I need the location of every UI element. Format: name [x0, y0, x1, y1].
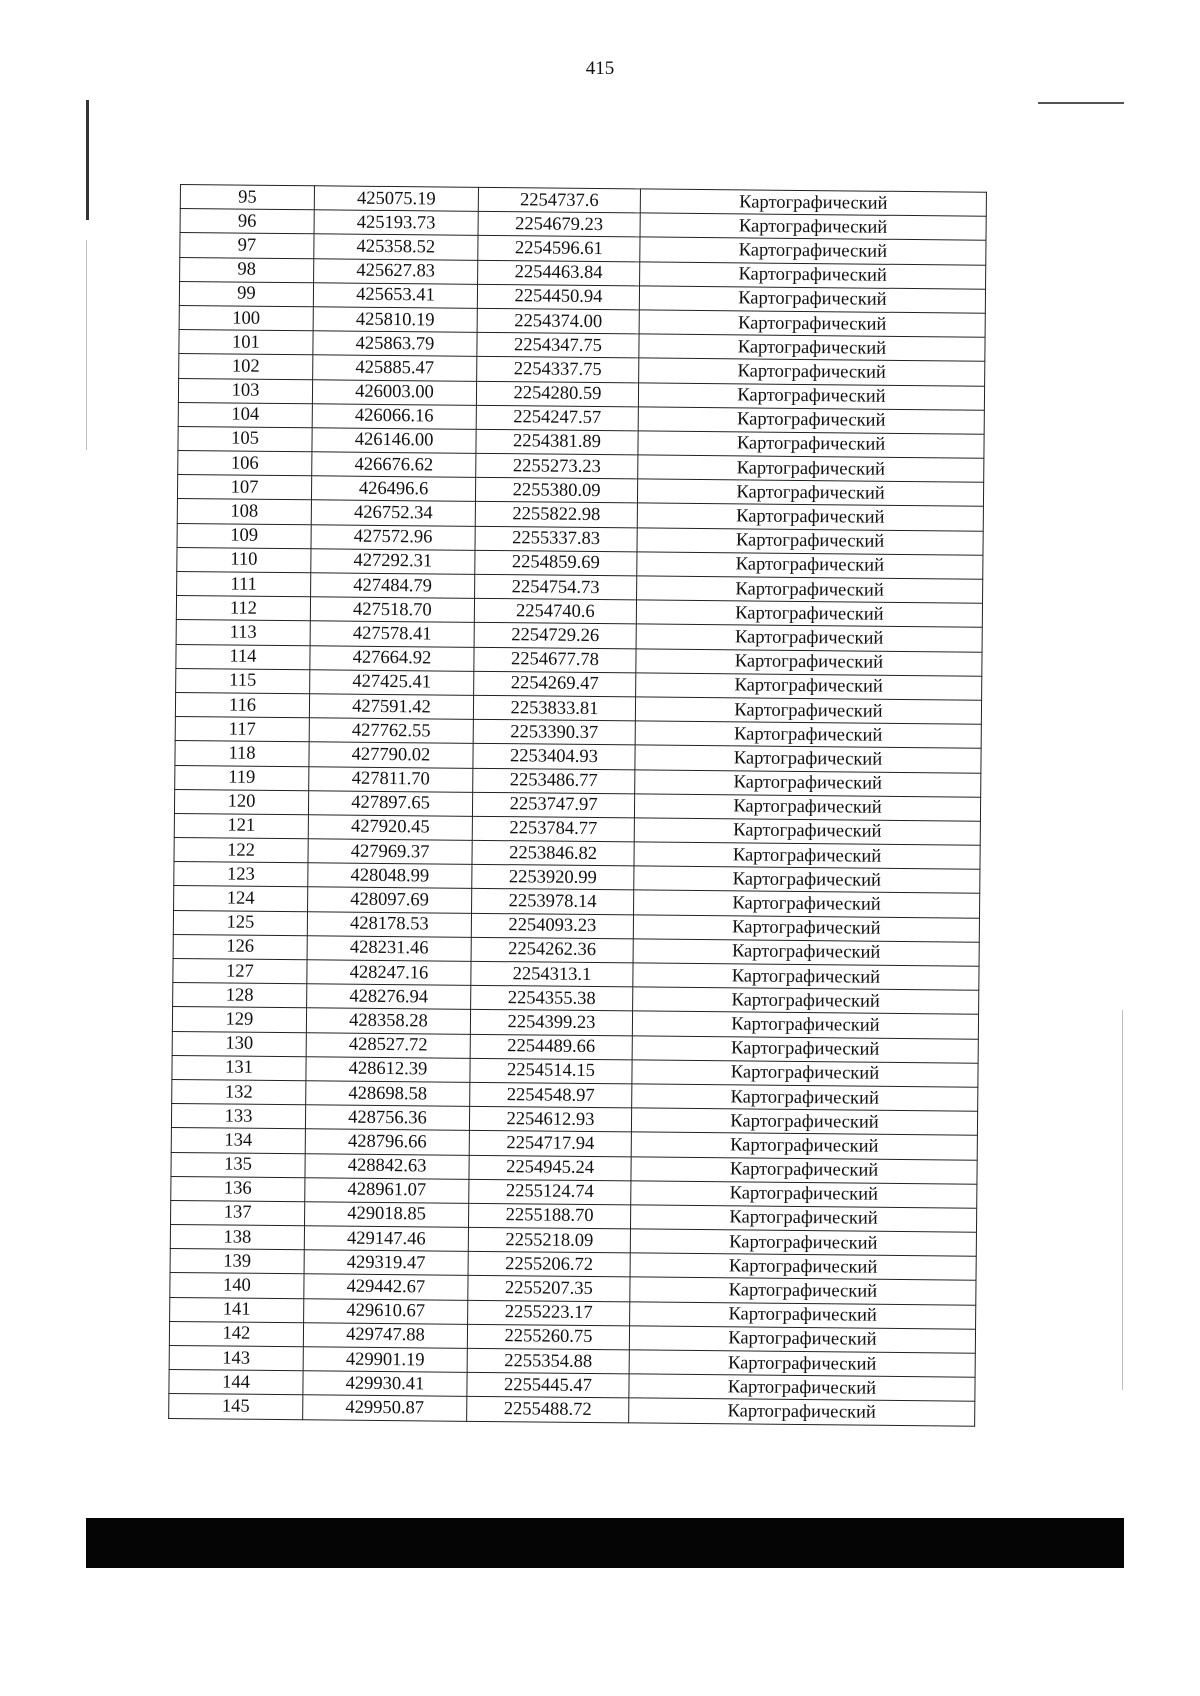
point-number-cell: 110: [177, 547, 311, 572]
method-cell: Картографический: [640, 189, 986, 217]
x-coordinate-cell: 425653.41: [313, 283, 477, 309]
x-coordinate-cell: 426003.00: [312, 379, 476, 405]
y-coordinate-cell: 2255188.70: [468, 1203, 630, 1229]
point-number-cell: 134: [171, 1128, 305, 1153]
y-coordinate-cell: 2254945.24: [469, 1155, 631, 1181]
point-number-cell: 145: [169, 1394, 303, 1419]
point-number-cell: 99: [179, 281, 313, 306]
y-coordinate-cell: 2253920.99: [472, 865, 634, 891]
method-cell: Картографический: [631, 1156, 977, 1184]
method-cell: Картографический: [634, 842, 980, 870]
method-cell: Картографический: [634, 890, 980, 918]
point-number-cell: 117: [175, 717, 309, 742]
x-coordinate-cell: 427811.70: [309, 766, 473, 792]
point-number-cell: 116: [175, 692, 309, 717]
x-coordinate-cell: 426146.00: [312, 428, 476, 454]
x-coordinate-cell: 429319.47: [304, 1250, 468, 1276]
y-coordinate-cell: 2254347.75: [477, 332, 639, 358]
point-number-cell: 108: [177, 499, 311, 524]
method-cell: Картографический: [629, 1326, 975, 1354]
scan-artifact-left-faint-line: [86, 240, 87, 450]
method-cell: Картографический: [632, 1060, 978, 1088]
y-coordinate-cell: 2254612.93: [469, 1106, 631, 1132]
x-coordinate-cell: 428231.46: [307, 936, 471, 962]
scan-artifact-left-line: [86, 100, 89, 220]
point-number-cell: 119: [175, 765, 309, 790]
x-coordinate-cell: 427572.96: [311, 524, 475, 550]
point-number-cell: 111: [177, 571, 311, 596]
scan-artifact-top-right-line: [1038, 102, 1124, 104]
method-cell: Картографический: [633, 915, 979, 943]
point-number-cell: 106: [178, 451, 312, 476]
y-coordinate-cell: 2255337.83: [475, 526, 637, 552]
point-number-cell: 97: [180, 233, 314, 258]
coordinates-table-body: [169, 185, 987, 1426]
x-coordinate-cell: 428097.69: [308, 887, 472, 913]
x-coordinate-cell: 425885.47: [313, 355, 477, 381]
x-coordinate-cell: 427518.70: [310, 597, 474, 623]
method-cell: Картографический: [631, 1181, 977, 1209]
x-coordinate-cell: 429930.41: [303, 1371, 467, 1397]
method-cell: Картографический: [637, 552, 983, 580]
point-number-cell: 101: [179, 330, 313, 355]
method-cell: Картографический: [636, 600, 982, 628]
x-coordinate-cell: 429747.88: [303, 1323, 467, 1349]
x-coordinate-cell: 427897.65: [308, 790, 472, 816]
y-coordinate-cell: 2254247.57: [476, 405, 638, 431]
point-number-cell: 109: [177, 523, 311, 548]
x-coordinate-cell: 428842.63: [305, 1153, 469, 1179]
method-cell: Картографический: [631, 1108, 977, 1136]
y-coordinate-cell: 2254548.97: [470, 1082, 632, 1108]
x-coordinate-cell: 428796.66: [305, 1129, 469, 1155]
point-number-cell: 124: [174, 886, 308, 911]
x-coordinate-cell: 425810.19: [313, 307, 477, 333]
method-cell: Картографический: [639, 310, 985, 338]
x-coordinate-cell: 429147.46: [304, 1226, 468, 1252]
point-number-cell: 139: [170, 1249, 304, 1274]
point-number-cell: 100: [179, 305, 313, 330]
x-coordinate-cell: 428527.72: [306, 1032, 470, 1058]
point-number-cell: 131: [172, 1055, 306, 1080]
point-number-cell: 114: [176, 644, 310, 669]
method-cell: Картографический: [639, 286, 985, 314]
y-coordinate-cell: 2254514.15: [470, 1058, 632, 1084]
x-coordinate-cell: 427591.42: [309, 694, 473, 720]
y-coordinate-cell: 2254374.00: [477, 308, 639, 334]
coordinates-table-wrapper: [168, 184, 986, 1426]
point-number-cell: 121: [174, 813, 308, 838]
method-cell: Картографический: [633, 987, 979, 1015]
point-number-cell: 105: [178, 426, 312, 451]
method-cell: Картографический: [632, 1035, 978, 1063]
method-cell: Картографический: [633, 963, 979, 991]
method-cell: Картографический: [637, 576, 983, 604]
method-cell: Картографический: [634, 818, 980, 846]
point-number-cell: 103: [178, 378, 312, 403]
point-number-cell: 115: [176, 668, 310, 693]
point-number-cell: 122: [174, 838, 308, 863]
x-coordinate-cell: 426676.62: [312, 452, 476, 478]
x-coordinate-cell: 425627.83: [314, 258, 478, 284]
y-coordinate-cell: 2254381.89: [476, 429, 638, 455]
method-cell: Картографический: [630, 1205, 976, 1233]
y-coordinate-cell: 2255445.47: [467, 1372, 629, 1398]
method-cell: Картографический: [632, 1084, 978, 1112]
y-coordinate-cell: 2254859.69: [475, 550, 637, 576]
point-number-cell: 132: [172, 1079, 306, 1104]
point-number-cell: 96: [180, 209, 314, 234]
scan-artifact-black-bar: [86, 1518, 1124, 1568]
x-coordinate-cell: 427425.41: [310, 670, 474, 696]
method-cell: Картографический: [630, 1229, 976, 1257]
coordinates-table: [168, 184, 987, 1426]
y-coordinate-cell: 2253978.14: [472, 889, 634, 915]
method-cell: Картографический: [639, 334, 985, 362]
y-coordinate-cell: 2255354.88: [467, 1348, 629, 1374]
y-coordinate-cell: 2255207.35: [468, 1276, 630, 1302]
point-number-cell: 113: [176, 620, 310, 645]
x-coordinate-cell: 427484.79: [311, 573, 475, 599]
y-coordinate-cell: 2255273.23: [476, 453, 638, 479]
x-coordinate-cell: 428178.53: [307, 911, 471, 937]
y-coordinate-cell: 2255488.72: [467, 1397, 629, 1423]
x-coordinate-cell: 427292.31: [311, 549, 475, 575]
point-number-cell: 102: [179, 354, 313, 379]
x-coordinate-cell: 429018.85: [305, 1202, 469, 1228]
x-coordinate-cell: 426752.34: [311, 500, 475, 526]
y-coordinate-cell: 2254093.23: [471, 913, 633, 939]
point-number-cell: 123: [174, 862, 308, 887]
x-coordinate-cell: 428698.58: [306, 1081, 470, 1107]
y-coordinate-cell: 2255124.74: [469, 1179, 631, 1205]
method-cell: Картографический: [637, 528, 983, 556]
point-number-cell: 95: [180, 185, 314, 210]
method-cell: Картографический: [630, 1253, 976, 1281]
y-coordinate-cell: 2254754.73: [475, 574, 637, 600]
x-coordinate-cell: 428756.36: [305, 1105, 469, 1131]
x-coordinate-cell: 426496.6: [311, 476, 475, 502]
method-cell: Картографический: [632, 1011, 978, 1039]
point-number-cell: 112: [176, 596, 310, 621]
x-coordinate-cell: 429901.19: [303, 1347, 467, 1373]
y-coordinate-cell: 2253390.37: [473, 719, 635, 745]
y-coordinate-cell: 2254337.75: [477, 357, 639, 383]
method-cell: Картографический: [629, 1374, 975, 1402]
x-coordinate-cell: 427969.37: [308, 839, 472, 865]
method-cell: Картографический: [640, 213, 986, 241]
point-number-cell: 128: [173, 983, 307, 1008]
method-cell: Картографический: [635, 697, 981, 725]
point-number-cell: 104: [178, 402, 312, 427]
x-coordinate-cell: 428612.39: [306, 1057, 470, 1083]
method-cell: Картографический: [638, 382, 984, 410]
y-coordinate-cell: 2255380.09: [475, 478, 637, 504]
point-number-cell: 141: [170, 1297, 304, 1322]
method-cell: Картографический: [634, 866, 980, 894]
y-coordinate-cell: 2254450.94: [477, 284, 639, 310]
x-coordinate-cell: 425193.73: [314, 210, 478, 236]
point-number-cell: 143: [169, 1345, 303, 1370]
y-coordinate-cell: 2254399.23: [470, 1010, 632, 1036]
x-coordinate-cell: 428961.07: [305, 1177, 469, 1203]
y-coordinate-cell: 2254313.1: [471, 961, 633, 987]
y-coordinate-cell: 2253784.77: [472, 816, 634, 842]
method-cell: Картографический: [635, 745, 981, 773]
y-coordinate-cell: 2255260.75: [467, 1324, 629, 1350]
x-coordinate-cell: 427790.02: [309, 742, 473, 768]
point-number-cell: 120: [174, 789, 308, 814]
point-number-cell: 144: [169, 1370, 303, 1395]
y-coordinate-cell: 2253747.97: [472, 792, 634, 818]
x-coordinate-cell: 428048.99: [308, 863, 472, 889]
y-coordinate-cell: 2254679.23: [478, 212, 640, 238]
x-coordinate-cell: 427762.55: [309, 718, 473, 744]
point-number-cell: 118: [175, 741, 309, 766]
y-coordinate-cell: 2254740.6: [474, 599, 636, 625]
method-cell: Картографический: [635, 769, 981, 797]
method-cell: Картографический: [630, 1301, 976, 1329]
y-coordinate-cell: 2254355.38: [471, 986, 633, 1012]
point-number-cell: 140: [170, 1273, 304, 1298]
x-coordinate-cell: 426066.16: [312, 403, 476, 429]
y-coordinate-cell: 2253846.82: [472, 840, 634, 866]
y-coordinate-cell: 2254729.26: [474, 623, 636, 649]
point-number-cell: 137: [171, 1200, 305, 1225]
x-coordinate-cell: 428276.94: [307, 984, 471, 1010]
x-coordinate-cell: 425358.52: [314, 234, 478, 260]
method-cell: Картографический: [637, 479, 983, 507]
point-number-cell: 98: [180, 257, 314, 282]
method-cell: Картографический: [634, 794, 980, 822]
method-cell: Картографический: [633, 939, 979, 967]
method-cell: Картографический: [636, 648, 982, 676]
y-coordinate-cell: 2254737.6: [478, 187, 640, 213]
method-cell: Картографический: [638, 431, 984, 459]
point-number-cell: 135: [171, 1152, 305, 1177]
x-coordinate-cell: 429950.87: [303, 1395, 467, 1421]
y-coordinate-cell: 2254717.94: [469, 1131, 631, 1157]
method-cell: Картографический: [629, 1350, 975, 1378]
method-cell: Картографический: [636, 673, 982, 701]
point-number-cell: 126: [173, 934, 307, 959]
method-cell: Картографический: [635, 721, 981, 749]
point-number-cell: 133: [171, 1104, 305, 1129]
scan-artifact-right-faint-line: [1122, 1010, 1123, 1390]
method-cell: Картографический: [638, 455, 984, 483]
method-cell: Картографический: [638, 407, 984, 435]
y-coordinate-cell: 2253486.77: [473, 768, 635, 794]
method-cell: Картографический: [636, 624, 982, 652]
x-coordinate-cell: 428247.16: [307, 960, 471, 986]
page-number: 415: [585, 58, 615, 79]
y-coordinate-cell: 2254677.78: [474, 647, 636, 673]
y-coordinate-cell: 2255223.17: [468, 1300, 630, 1326]
method-cell: Картографический: [630, 1277, 976, 1305]
y-coordinate-cell: 2254269.47: [474, 671, 636, 697]
x-coordinate-cell: 429610.67: [304, 1298, 468, 1324]
y-coordinate-cell: 2254262.36: [471, 937, 633, 963]
x-coordinate-cell: 427664.92: [310, 645, 474, 671]
x-coordinate-cell: 429442.67: [304, 1274, 468, 1300]
point-number-cell: 127: [173, 958, 307, 983]
point-number-cell: 138: [170, 1225, 304, 1250]
y-coordinate-cell: 2254596.61: [478, 236, 640, 262]
point-number-cell: 142: [169, 1321, 303, 1346]
method-cell: Картографический: [637, 503, 983, 531]
method-cell: Картографический: [640, 237, 986, 265]
y-coordinate-cell: 2255218.09: [468, 1227, 630, 1253]
method-cell: Картографический: [631, 1132, 977, 1160]
point-number-cell: 136: [171, 1176, 305, 1201]
y-coordinate-cell: 2254489.66: [470, 1034, 632, 1060]
x-coordinate-cell: 428358.28: [306, 1008, 470, 1034]
x-coordinate-cell: 427578.41: [310, 621, 474, 647]
y-coordinate-cell: 2253833.81: [473, 695, 635, 721]
x-coordinate-cell: 425863.79: [313, 331, 477, 357]
y-coordinate-cell: 2255206.72: [468, 1252, 630, 1278]
x-coordinate-cell: 425075.19: [314, 186, 478, 212]
y-coordinate-cell: 2254463.84: [478, 260, 640, 286]
method-cell: Картографический: [639, 358, 985, 386]
x-coordinate-cell: 427920.45: [308, 815, 472, 841]
y-coordinate-cell: 2253404.93: [473, 744, 635, 770]
y-coordinate-cell: 2255822.98: [475, 502, 637, 528]
method-cell: Картографический: [640, 261, 986, 289]
y-coordinate-cell: 2254280.59: [476, 381, 638, 407]
point-number-cell: 129: [172, 1007, 306, 1032]
point-number-cell: 107: [177, 475, 311, 500]
method-cell: Картографический: [629, 1398, 975, 1426]
point-number-cell: 130: [172, 1031, 306, 1056]
point-number-cell: 125: [173, 910, 307, 935]
